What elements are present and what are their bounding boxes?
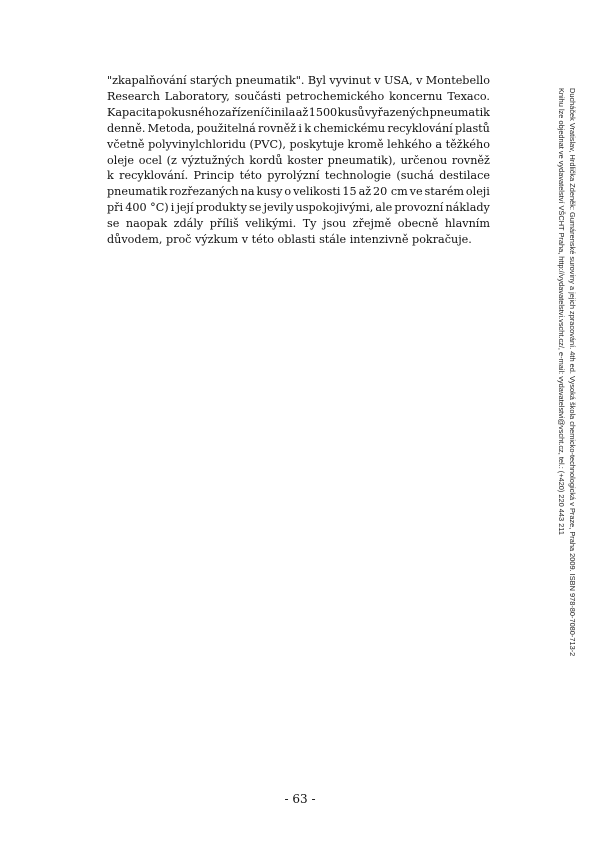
word: uspokojivými, [295,201,374,215]
word: Texaco. [447,89,490,103]
word: Kapacita [107,105,157,119]
word: vyřazených [365,105,430,119]
text-line [107,121,490,137]
word: USA, [383,74,413,87]
word: (suchá [396,169,434,183]
word: Princip [193,169,235,183]
word: oleje [107,153,135,167]
word: provozní [394,201,444,215]
word: Metoda, [147,121,195,135]
word: Laboratory, [164,89,230,103]
word: součásti [234,89,282,103]
word: koncernu [389,89,443,103]
word: oblasti [277,233,316,247]
word: Ty [302,217,317,231]
word: chemickému [313,121,386,135]
word: určenou [400,153,448,167]
word: proč [165,233,192,247]
word: se [107,217,120,231]
text-line [107,153,490,169]
citation-line-2: Knihu lze objednat ve vydavatelství VŠCHT Praha, http://vydavatelstvi.vscht.cz/, e-mail: vydavatelstvi@vscht.cz, tel.: (+420) 220 443 211 [557,88,566,535]
word: (z [166,153,177,167]
word: o [284,185,292,199]
word: až [358,185,372,199]
word: oleji [465,185,490,199]
word: této [239,169,262,183]
word: k [107,169,114,183]
word: intenzivně [349,233,409,247]
word: (PVC), [249,137,286,151]
word: jsou [322,217,347,231]
word: náklady [445,201,490,215]
word: výztužných [181,153,245,167]
word: pokusného [157,105,219,119]
word: recyklování [387,121,453,135]
word: pneumatik". [235,74,305,87]
word: starých [190,74,233,87]
word: 15 [342,185,357,199]
word: pokračuje. [412,233,472,247]
word: v [241,233,249,247]
word: naopak [125,217,168,231]
word: pneumatik [429,105,490,119]
word: plastů [455,121,490,135]
word: rovněž [451,153,490,167]
word: velikosti [293,185,341,199]
word: technologie [324,169,392,183]
word: k [304,121,312,135]
word: až [295,105,309,119]
word: rovněž [258,121,297,135]
word: 1500 [308,105,338,119]
word: na [240,185,255,199]
word: lehkého [387,137,432,151]
word: zdály [173,217,204,231]
text-line [107,200,490,216]
word: a [435,137,443,151]
word: "zkapalňování [107,74,187,87]
word: těžkého [445,137,490,151]
word: 400 °C) [125,201,169,215]
text-line [107,73,490,89]
word: kromě [347,137,384,151]
word: příliš [209,217,239,231]
page-number: - 63 - [284,792,316,806]
text-line [107,184,490,200]
word: ocel [138,153,162,167]
word: v [416,74,423,87]
text-line [107,216,490,232]
text-line [107,105,490,121]
word: této [251,233,274,247]
word: Research [107,89,160,103]
word: recyklování. [119,169,189,183]
word: produkty [195,201,247,215]
word: včetně [107,137,145,151]
word: petrochemického [286,89,385,103]
word: kordů [249,153,283,167]
text-line [107,168,490,184]
word: se [249,201,262,215]
word: i [170,201,175,215]
body-text [107,73,490,248]
text-line [107,232,490,248]
word: Montebello [425,74,490,87]
word: použitelná [196,121,256,135]
text-line [107,89,490,105]
word: činila [264,105,296,119]
word: Byl [307,74,326,87]
citation-note [536,88,578,678]
word: velikými. [245,217,297,231]
word: důvodem, [107,233,163,247]
word: jevily [263,201,294,215]
word: ale [375,201,393,215]
word: pneumatik [107,185,168,199]
word: v [374,74,381,87]
word: vyvinut [329,74,371,87]
word: rozřezaných [169,185,239,199]
text-line [107,137,490,153]
citation-line-1: Ducháček Vratislav, Hrdlička Zdeněk: Gumárenské suroviny a jejich zpracování. 4th ed. Vysoká škola chemicko-technologická v Praze, Praha 2009. ISBN 978-80-7080-713-2 [568,88,577,657]
word: zařízení [219,105,264,119]
word: kusy [256,185,283,199]
word: stále [319,233,347,247]
word: destilace [439,169,490,183]
word: starém [424,185,464,199]
word: její [176,201,194,215]
word: při [107,201,124,215]
word: 20 cm [373,185,408,199]
word: denně. [107,121,146,135]
word: i [298,121,302,135]
word: ve [409,185,423,199]
word: výzkum [195,233,239,247]
word: hlavním [444,217,490,231]
word: poskytuje [289,137,344,151]
word: kusů [337,105,365,119]
word: zřejmě [352,217,392,231]
word: polyvinylchloridu [148,137,246,151]
word: pyrolýzní [267,169,320,183]
word: pneumatik), [327,153,396,167]
word: koster [287,153,323,167]
word: obecně [397,217,439,231]
